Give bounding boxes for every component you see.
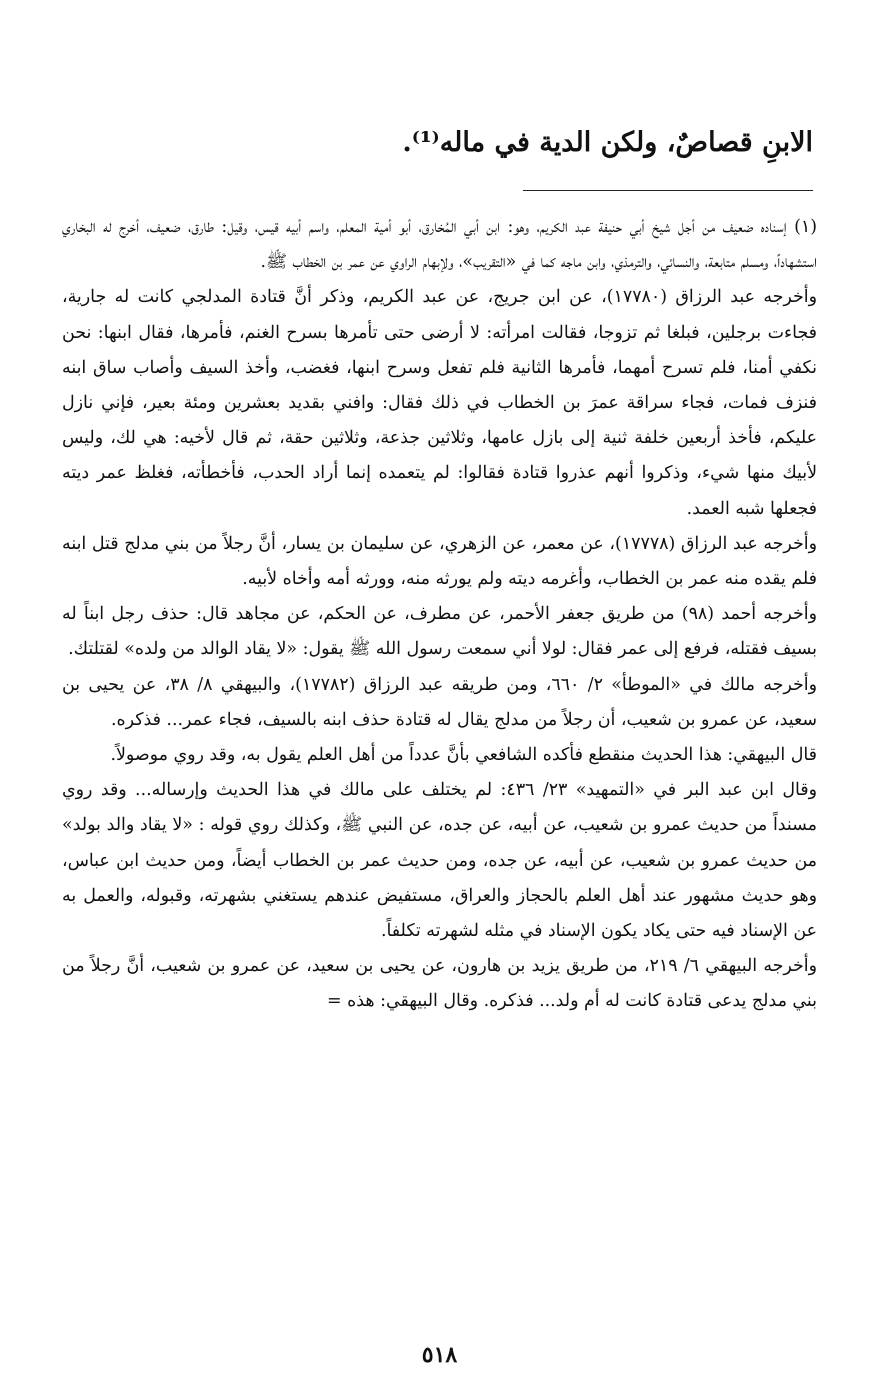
footnote-paragraph: قال البيهقي: هذا الحديث منقطع فأكده الشافعي بأنَّ عدداً من أهل العلم يقول به، وقد روي موصولاً. — [110, 745, 817, 766]
footnote-separator — [523, 190, 813, 191]
footnote-paragraph: وأخرجه عبد الرزاق (١٧٧٧٨)، عن معمر، عن الزهري، عن سليمان بن يسار، أنَّ رجلاً من بني مدلج قتل ابنه فلم يقده منه عمر بن الخطاب، وأغرمه ديته ولم يورثه منه، وورثه أمه وأخاه لأبيه. — [62, 533, 817, 590]
footnote-paragraph: وأخرجه البيهقي ٦/ ٢١٩، من طريق يزيد بن هارون، عن يحيى بن سعيد، عن عمرو بن شعيب، أنَّ رجلاً من بني مدلج يدعى قتادة كانت له أم ولد... فذكره. وقال البيهقي: هذه = — [62, 956, 817, 1012]
main-text: الابنِ قصاصٌ، ولكن الدية في ماله⁽¹⁾. — [402, 127, 813, 158]
footnote-paragraph: وأخرجه مالك في «الموطأ» ٢/ ٦٦٠، ومن طريقه عبد الرزاق (١٧٧٨٢)، والبيهقي ٨/ ٣٨، عن يحيى بن سعيد، عن عمرو بن شعيب، أن رجلاً من مدلج يقال له قتادة حذف ابنه بالسيف، فجاء عمر... فذكره. — [62, 674, 817, 730]
footnote-paragraph: وأخرجه أحمد (٩٨) من طريق جعفر الأحمر، عن مطرف، عن الحكم، عن مجاهد قال: حذف رجل ابناً له بسيف فقتله، فرفع إلى عمر فقال: لولا أني سمعت رسول الله ﷺ يقول: «لا يقاد الوالد من ولده» لقتلتك. — [62, 604, 818, 660]
footnote-paragraph: وقال ابن عبد البر في «التمهيد» ٢٣/ ٤٣٦: لم يختلف على مالك في هذا الحديث وإرساله... وقد روي مسنداً من حديث عمرو بن شعيب، عن أبيه، عن جده، عن النبي ﷺ، وكذلك روي قوله : «لا يقاد والد بولد» من حديث عمرو بن شعيب، عن أبيه، عن جده، ومن حديث عمر بن الخطاب أيضاً، ومن حديث ابن عباس، وهو حديث مشهور عند أهل العلم بالحجاز والعراق، مستفيض عندهم يستغني بشهرته، وقبوله، والعمل به عن الإسناد فيه حتى يكاد يكون الإسناد في مثله لشهرته تكلفاً. — [62, 780, 818, 942]
page-number: ٥١٨ — [421, 1342, 458, 1368]
footnotes — [62, 210, 817, 1020]
footnote-paragraph: وأخرجه عبد الرزاق (١٧٧٨٠)، عن ابن جريج، عن عبد الكريم، وذكر أنَّ قتادة المدلجي كانت له جارية، فجاءت برجلين، فبلغا ثم تزوجا، فقالت امرأته: لا أرضى حتى تأمرها بسرح الغنم، فأمرها، فقال ابنها: نحن نكفي أمنا، فلم تسرح أمهما، فأمرها الثانية فلم تفعل وسرح ابنها، فغضب، وأخذ السيف وأصاب ساق ابنه فنزف فمات، فجاء سراقة عمرَ بن الخطاب في ذلك فقال: وافني بقديد بعشرين ومئة بعير، فإني نازل عليكم، فأخذ أربعين خلفة ثنية إلى بازل عامها، وثلاثين جذعة، وثلاثين حقة، ثم قال لأخيه: هي لك، وليس لأبيك منها شيء، وذكروا أنهم عذروا قتادة فقالوا: لم يتعمده إنما أراد الحدب، فأخطأته، فغلظ عمر ديته فجعلها شبه العمد. — [62, 287, 817, 519]
footnote-paragraph: (١) إسناده ضعيف من أجل شيخ أبي حنيفة عبد الكريم، وهو: ابن أبي المُخارق، أبو أمية المعلم، واسم أبيه قيس، وقيل: طارق، ضعيف، أخرج له البخاري استشهاداً، ومسلم متابعة، والنسائي، والترمذي، وابن ماجه كما في «التقريب»، ولإبهام الراوي عن عمر بن الخطاب ﷺ. — [62, 217, 817, 273]
